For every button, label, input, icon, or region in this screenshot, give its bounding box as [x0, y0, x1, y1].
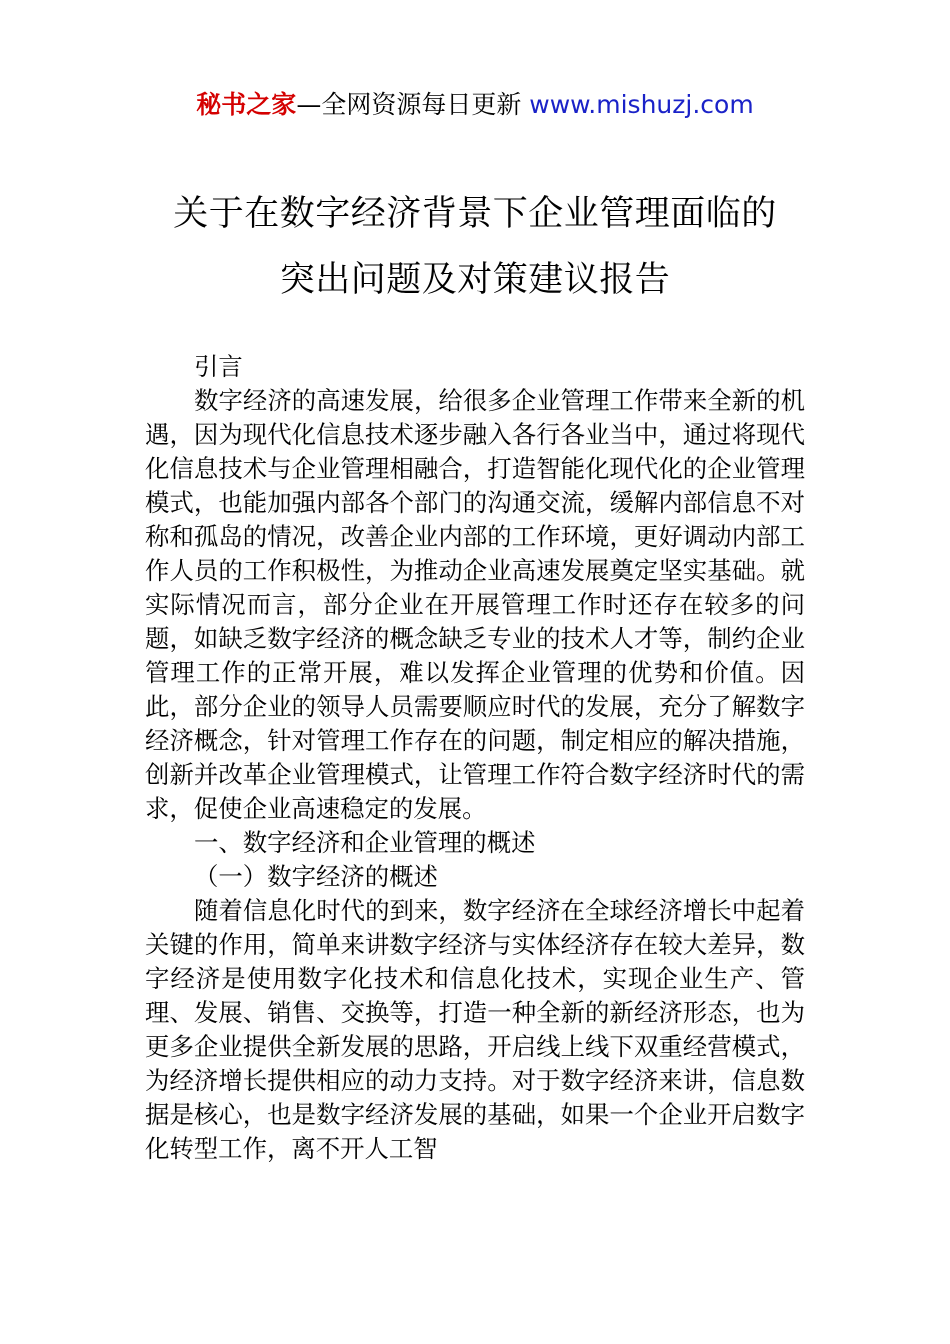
site-url-link[interactable]: www.mishuzj.com [529, 90, 754, 119]
section-heading-1: 一、数字经济和企业管理的概述 [194, 828, 536, 857]
site-tagline: —全网资源每日更新 [296, 90, 530, 119]
site-brand: 秘书之家 [196, 90, 297, 119]
document-body [145, 350, 805, 1166]
site-header [0, 88, 950, 122]
intro-heading: 引言 [194, 352, 243, 381]
document-title-line-2: 突出问题及对策建议报告 [279, 260, 671, 300]
subsection-heading-1-1: （一）数字经济的概述 [194, 862, 438, 891]
paragraph-digital-economy: 随着信息化时代的到来，数字经济在全球经济增长中起着关键的作用，简单来讲数字经济与实体经济存在较大差异，数字经济是使用数字化技术和信息化技术，实现企业生产、管理、发展、销售、交换等，打造一种全新的新经济形态，也为更多企业提供全新发展的思路，开启线上线下双重经营模式，为经济增长提供相应的动力支持。对于数字经济来讲，信息数据是核心，也是数字经济发展的基础，如果一个企业开启数字化转型工作，离不开人工智 [145, 896, 805, 1163]
document-title-line-1: 关于在数字经济背景下企业管理面临的 [173, 194, 777, 234]
paragraph-intro: 数字经济的高速发展，给很多企业管理工作带来全新的机遇，因为现代化信息技术逐步融入各行各业当中，通过将现代化信息技术与企业管理相融合，打造智能化现代化的企业管理模式，也能加强内部各个部门的沟通交流，缓解内部信息不对称和孤岛的情况，改善企业内部的工作环境，更好调动内部工作人员的工作积极性，为推动企业高速发展奠定坚实基础。就实际情况而言，部分企业在开展管理工作时还存在较多的问题，如缺乏数字经济的概念缺乏专业的技术人才等，制约企业管理工作的正常开展，难以发挥企业管理的优势和价值。因此，部分企业的领导人员需要顺应时代的发展，充分了解数字经济概念，针对管理工作存在的问题，制定相应的解决措施，创新并改革企业管理模式，让管理工作符合数字经济时代的需求，促使企业高速稳定的发展。 [145, 386, 805, 823]
